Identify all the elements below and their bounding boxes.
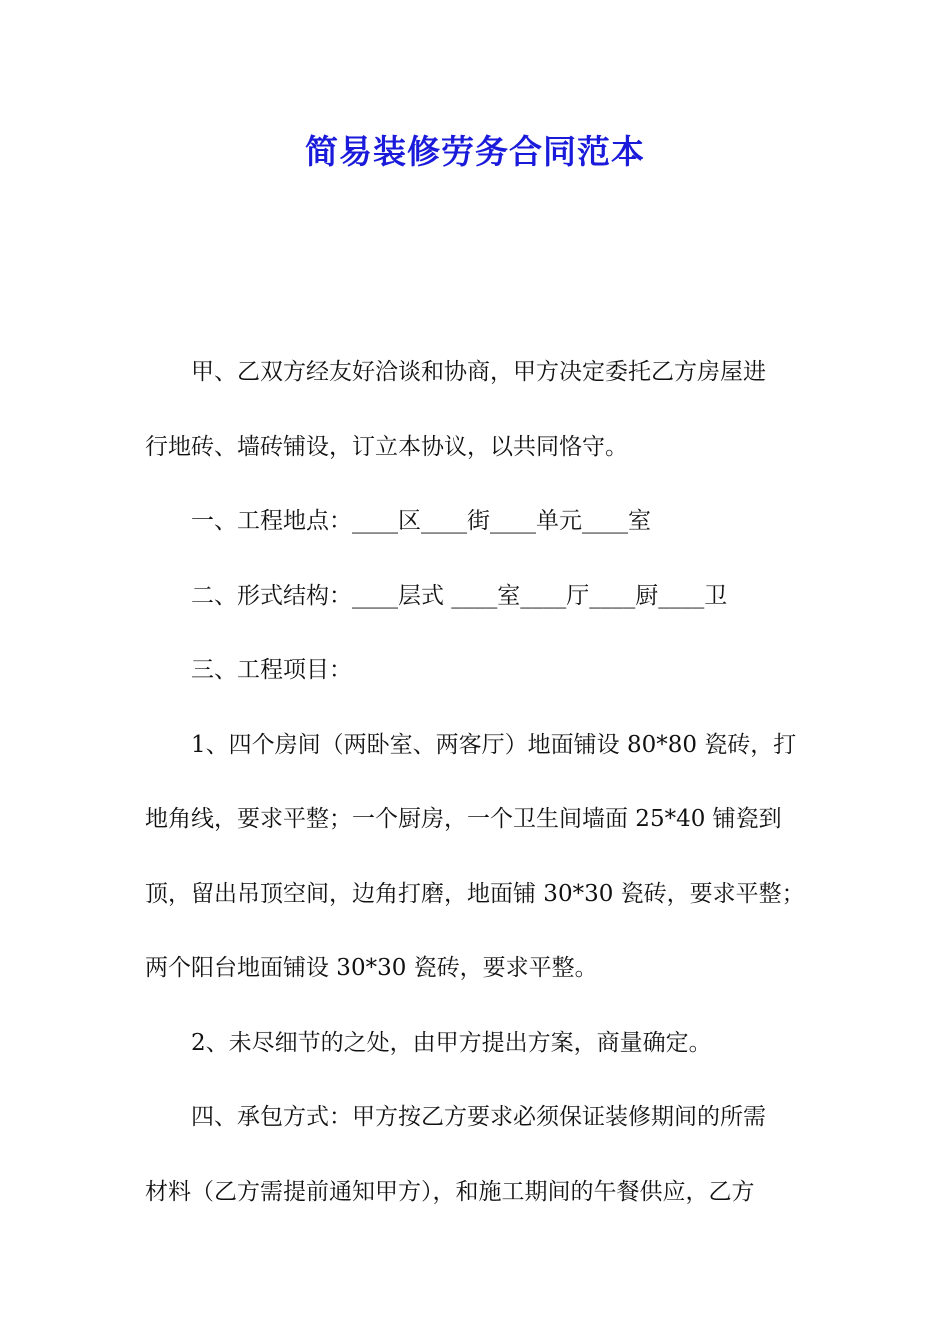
body-line: 行地砖、墙砖铺设，订立本协议，以共同恪守。 <box>145 433 628 460</box>
body-line: 一、工程地点：____区____街____单元____室 <box>191 508 651 534</box>
body-line: 1、四个房间（两卧室、两客厅）地面铺设 80*80 瓷砖，打 <box>191 731 797 758</box>
document-title: 简易装修劳务合同范本 <box>305 132 645 171</box>
body-line: 两个阳台地面铺设 30*30 瓷砖，要求平整。 <box>145 955 598 981</box>
body-line: 四、承包方式：甲方按乙方要求必须保证装修期间的所需 <box>191 1104 766 1130</box>
document-body <box>145 335 815 1229</box>
body-line: 地角线，要求平整；一个厨房，一个卫生间墙面 25*40 铺瓷到 <box>145 806 782 832</box>
body-line: 顶，留出吊顶空间，边角打磨，地面铺 30*30 瓷砖，要求平整； <box>145 880 805 907</box>
body-line: 甲、乙双方经友好洽谈和协商，甲方决定委托乙方房屋进 <box>191 359 766 385</box>
body-line: 二、形式结构：____层式 ____室____厅____厨____卫 <box>191 582 728 609</box>
body-line: 2、未尽细节的之处，由甲方提出方案，商量确定。 <box>191 1029 712 1056</box>
body-line: 三、工程项目： <box>191 657 352 683</box>
body-line: 材料（乙方需提前通知甲方），和施工期间的午餐供应，乙方 <box>145 1178 755 1205</box>
